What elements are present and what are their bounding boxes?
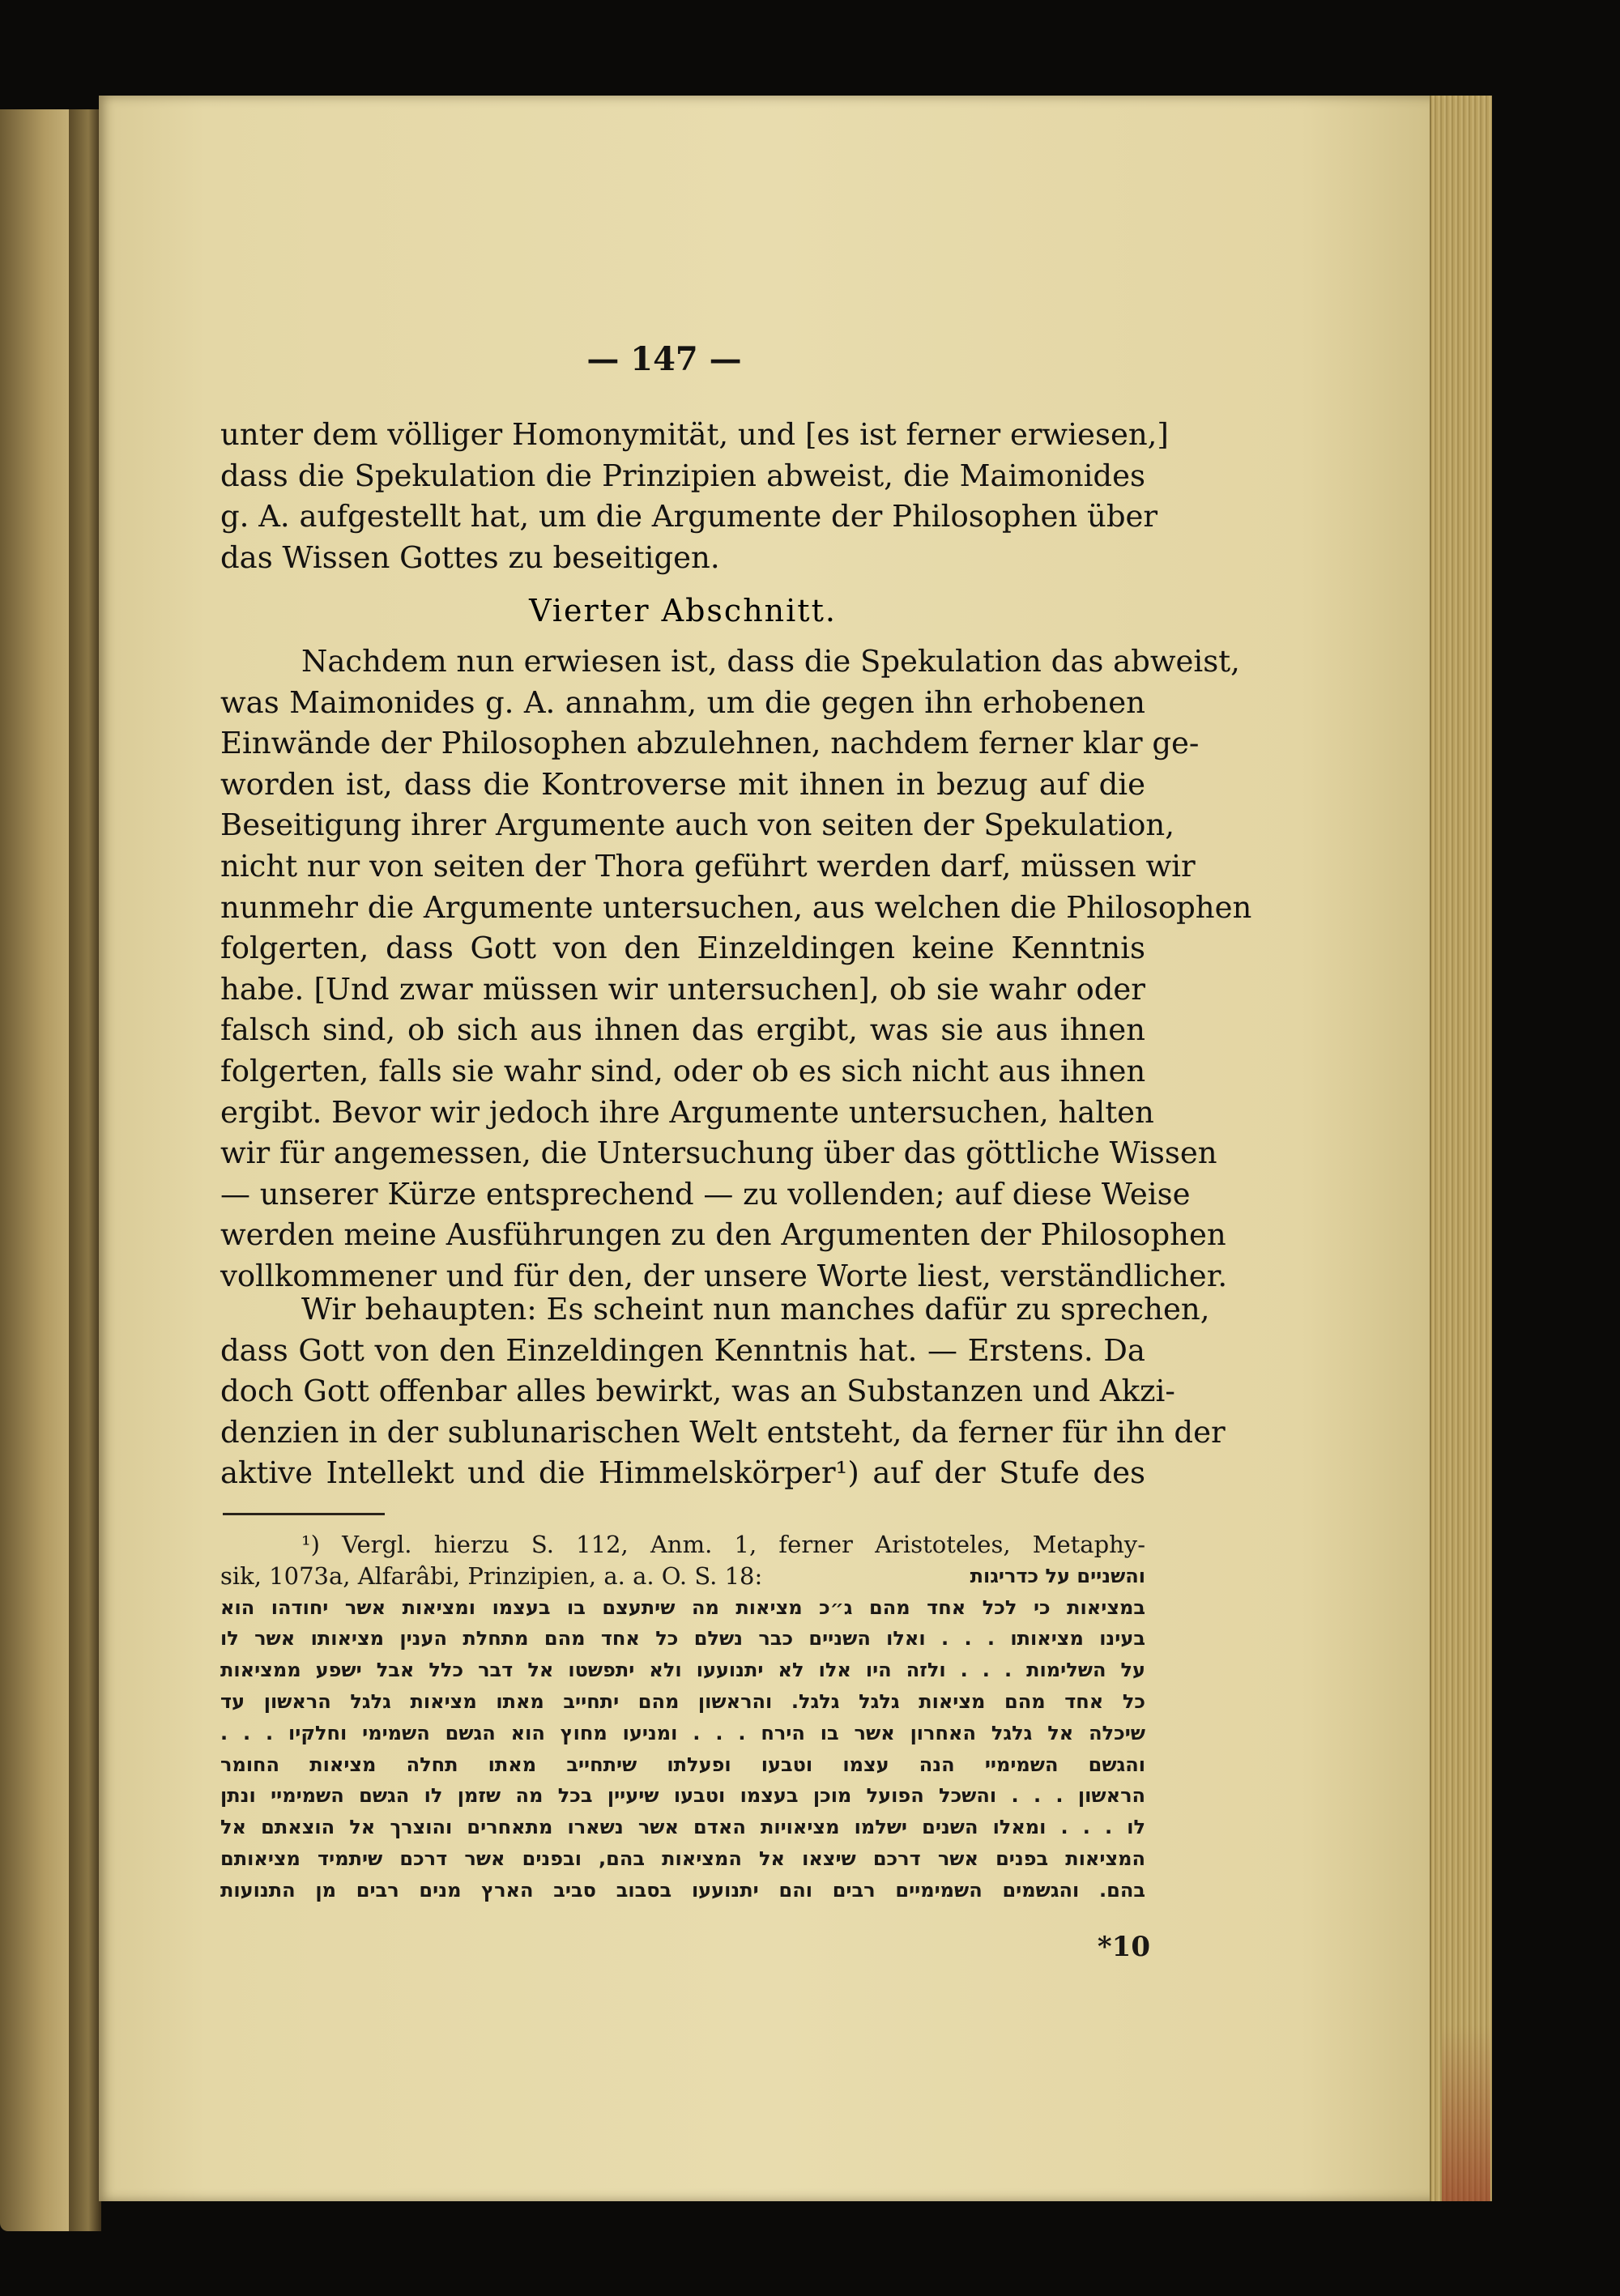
footnote-hebrew-line: כל אחד מהם מציאות גלגל גלגל. והראשון מהם יתחייב מאתו מציאות גלגל הראשון עד xyxy=(220,1689,1145,1713)
footnote xyxy=(220,1529,1145,1906)
text-line: nicht nur von seiten der Thora geführt werden darf, müssen wir xyxy=(220,848,1196,884)
book-gutter xyxy=(69,109,101,2231)
text-line: folgerten, falls sie wahr sind, oder ob es sich nicht aus ihnen xyxy=(220,1053,1146,1088)
text-line: worden ist, dass die Kontroverse mit ihnen in bezug auf die xyxy=(220,766,1145,802)
footnote-hebrew-line: הראשון . . . והשכל הפועל מוכן בעצמו וטבעו שיעיין בכל מה שזמן לו הגשם השמימיי ונתן xyxy=(220,1784,1145,1808)
footnote-hebrew-line: שיכלה אל גלגל האחרון אשר בו הירח . . . ומניעו מחוץ הוא הגשם השמימי וחלקיו . . . xyxy=(220,1721,1145,1744)
text-line: vollkommener und für den, der unsere Worte liest, verständlicher. xyxy=(220,1258,1228,1293)
text-line: Einwände der Philosophen abzulehnen, nachdem ferner klar ge- xyxy=(220,726,1200,761)
footnote-hebrew-line: בעינו מציאותו . . . ואלו השניים כבר נשלם כל אחד מהם מתחלת הענין מציאותו אשר לו xyxy=(220,1627,1145,1651)
paragraph-1 xyxy=(220,641,1252,1297)
footnote-rule xyxy=(223,1513,385,1515)
text-line: doch Gott offenbar alles bewirkt, was an Substanzen und Akzi- xyxy=(220,1374,1175,1409)
text-line: Beseitigung ihrer Argumente auch von seiten der Spekulation, xyxy=(220,807,1174,843)
text-line: denzien in der sublunarischen Welt entsteht, da ferner für ihn der xyxy=(220,1414,1226,1450)
page-number-header: — 147 — xyxy=(586,340,742,378)
text-line: werden meine Ausführungen zu den Argumenten der Philosophen xyxy=(220,1217,1226,1253)
text-line: ergibt. Bevor wir jedoch ihre Argumente untersuchen, halten xyxy=(220,1094,1154,1130)
footnote-hebrew-line: המציאות בפנים אשר דרכם שיצאו אל המציאות בהם, ובפנים אשר דרכם שיתמיד מציאותם xyxy=(220,1847,1145,1870)
paragraph-2 xyxy=(220,1289,1226,1494)
text-line: nunmehr die Argumente untersuchen, aus welchen die Philosophen xyxy=(220,889,1252,925)
footnote-hebrew-line: על השלימות . . . ולזה היו אלו לא יתנועעו ולא יתפשטו אל דבר כלל אבל ישפע ממציאות xyxy=(220,1659,1145,1682)
text-line: das Wissen Gottes zu beseitigen. xyxy=(220,539,720,575)
opening-paragraph xyxy=(220,415,1169,578)
section-heading: Vierter Abschnitt. xyxy=(529,593,837,628)
text-line: — unserer Kürze entsprechend — zu vollenden; auf diese Weise xyxy=(220,1176,1191,1212)
text-line: unter dem völliger Homonymität, und [es ist ferner erwiesen,] xyxy=(220,417,1169,452)
footnote-hebrew-line: והגשם השמימיי הנה עצמו וטבעו ופעלתו שיתחייב מאתו תחלה מציאות החומר xyxy=(220,1753,1145,1776)
text-line: habe. [Und zwar müssen wir untersuchen], ob sie wahr oder xyxy=(220,971,1145,1007)
footnote-line: ¹) Vergl. hierzu S. 112, Anm. 1, ferner Aristoteles, Metaphy- xyxy=(301,1531,1145,1558)
text-line: g. A. aufgestellt hat, um die Argumente der Philosophen über xyxy=(220,499,1158,535)
footnote-latin-tail: sik, 1073a, Alfarâbi, Prinzipien, a. a. O. S. 18: xyxy=(220,1561,763,1590)
text-line: falsch sind, ob sich aus ihnen das ergibt, was sie aus ihnen xyxy=(220,1012,1145,1048)
footnote-hebrew-line: במציאות כי לכל אחד מהם ג״כ מציאות מה שיתעצם בו בעצמו ומציאות אשר יחודהו הוא xyxy=(220,1595,1145,1619)
footnote-hebrew-line: לו . . . ומאלו השנים ישלמו מציאויות האדם אשר נשארו מתאחרים והוצרך אל הוצאתם אל xyxy=(220,1816,1145,1839)
page-edge-stain xyxy=(1442,2025,1490,2201)
footnote-hebrew-start: והשניים על כדריגות xyxy=(970,1564,1145,1587)
text-line: was Maimonides g. A. annahm, um die gegen ihn erhobenen xyxy=(220,684,1145,720)
text-line: aktive Intellekt und die Himmelskörper¹) auf der Stufe des xyxy=(220,1455,1145,1491)
text-line: dass Gott von den Einzeldingen Kenntnis hat. — Erstens. Da xyxy=(220,1332,1145,1368)
page-block-edge xyxy=(1430,96,1492,2201)
text-line: folgerten, dass Gott von den Einzeldingen keine Kenntnis xyxy=(220,931,1145,966)
signature-mark: *10 xyxy=(1097,1931,1150,1963)
text-line: Wir behaupten: Es scheint nun manches dafür zu sprechen, xyxy=(301,1292,1210,1327)
text-line: wir für angemessen, die Untersuchung über das göttliche Wissen xyxy=(220,1135,1217,1171)
text-line: Nachdem nun erwiesen ist, dass die Spekulation das abweist, xyxy=(301,644,1240,679)
footnote-hebrew-line: בהם. והגשמים השמימיים רבים והם יתנועעו בסבוב סביב הארץ מנים רבים מן התנועות xyxy=(220,1878,1145,1902)
footnote-line xyxy=(220,1561,1145,1592)
text-line: dass die Spekulation die Prinzipien abweist, die Maimonides xyxy=(220,458,1145,493)
